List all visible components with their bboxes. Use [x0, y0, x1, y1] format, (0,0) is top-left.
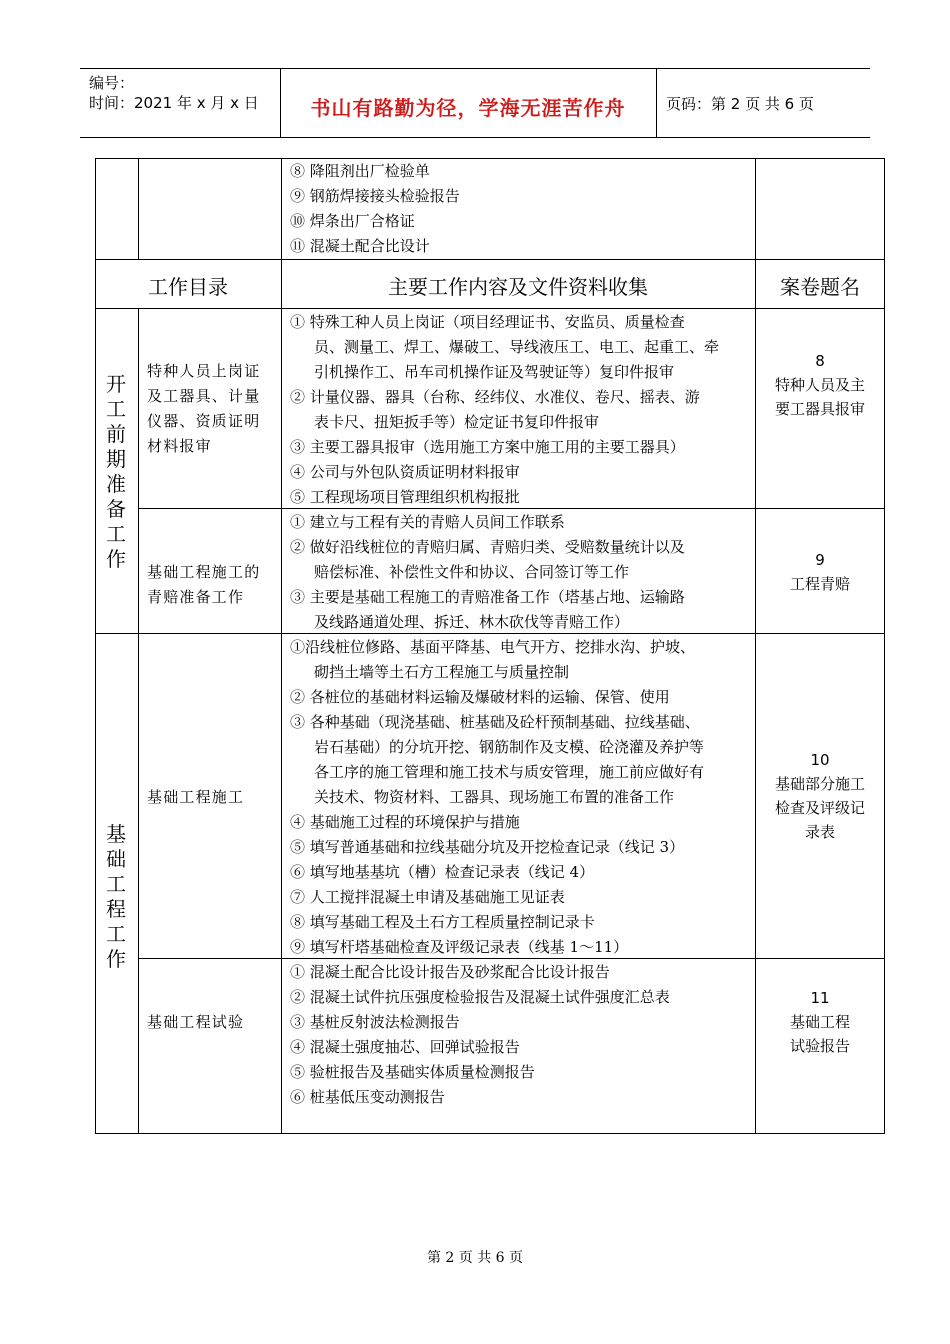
content-line: ① 特殊工种人员上岗证（项目经理证书、安监员、质量检查 — [290, 313, 685, 331]
subcategory-line: 特种人员上岗证 — [147, 362, 261, 380]
archive-number: 10 — [810, 751, 830, 769]
header-page-number: 页码：第 2 页 共 6 页 — [666, 95, 814, 113]
content-line: ② 计量仪器、器具（台称、经纬仪、水准仪、卷尺、摇表、游 — [290, 388, 700, 406]
section-title-char: 工 — [106, 522, 126, 546]
archive-title: 检查及评级记 — [774, 799, 865, 817]
content-line: ⑤ 填写普通基础和拉线基础分坑及开挖检查记录（线记 3） — [290, 838, 685, 856]
subcategory-compensation — [147, 560, 260, 610]
archive-number: 8 — [815, 352, 825, 370]
content-line: 岩石基础）的分坑开挖、钢筋制作及支模、砼浇灌及养护等 — [314, 738, 705, 756]
content-line: ② 混凝土试件抗压强度检验报告及混凝土试件强度汇总表 — [290, 988, 670, 1006]
top-items — [290, 159, 460, 259]
archive-title: 工程青赔 — [789, 575, 850, 593]
content-line: 及线路通道处理、拆迁、林木砍伐等青赔工作） — [314, 613, 630, 631]
subcategory-testing — [147, 1010, 244, 1035]
work-table — [95, 158, 885, 1133]
table-border — [884, 158, 885, 1134]
header-motto: 书山有路勤为径，学海无涯苦作舟 — [310, 96, 626, 120]
page-footer: 第 2 页 共 6 页 — [426, 1250, 524, 1266]
subcategory-line: 基础工程施工 — [147, 788, 245, 806]
table-border — [95, 158, 96, 1134]
subcategory-line: 基础工程施工的 — [147, 563, 261, 581]
section-title-char: 作 — [106, 547, 126, 571]
subcategory-construction — [147, 785, 244, 810]
table-rule — [95, 308, 885, 309]
archive-title: 要工器具报审 — [774, 400, 865, 418]
content-line: 关技术、物资材料、工器具、现场施工布置的准备工作 — [314, 788, 675, 806]
content-line: ③ 基桩反射波法检测报告 — [290, 1013, 460, 1031]
section-title-char: 基 — [106, 822, 126, 846]
section-title-char: 础 — [106, 847, 126, 871]
content-line: 各工序的施工管理和施工技术与质安管理，施工前应做好有 — [314, 763, 705, 781]
content-line: ⑨ 填写杆塔基础检查及评级记录表（线基 1～11） — [290, 938, 629, 956]
content-line: ⑤ 工程现场项目管理组织机构报批 — [290, 488, 520, 506]
content-line: ⑥ 桩基低压变动测报告 — [290, 1088, 445, 1106]
archive-8 — [756, 349, 884, 421]
subcategory-line: 材料报审 — [147, 437, 212, 455]
content-line: ① 混凝土配合比设计报告及砂浆配合比设计报告 — [290, 963, 610, 981]
content-line: 引机操作工、吊车司机操作证及驾驶证等）复印件报审 — [314, 363, 675, 381]
list-item: ⑧ 降阻剂出厂检验单 — [290, 162, 430, 180]
page-header — [80, 68, 870, 138]
content-line: 砌挡土墙等土石方工程施工与质量控制 — [314, 663, 570, 681]
archive-title: 基础部分施工 — [774, 775, 865, 793]
section-title-char: 工 — [106, 922, 126, 946]
archive-title: 特种人员及主 — [774, 376, 865, 394]
subcategory-line: 青赔准备工作 — [147, 588, 245, 606]
content-line: 表卡尺、扭矩扳手等）检定证书复印件报审 — [314, 413, 600, 431]
content-line: ① 建立与工程有关的青赔人员间工作联系 — [290, 513, 565, 531]
table-border — [95, 1133, 885, 1134]
content-line: ② 各桩位的基础材料运输及爆破材料的运输、保管、使用 — [290, 688, 670, 706]
content-line: ④ 混凝土强度抽芯、回弹试验报告 — [290, 1038, 520, 1056]
archive-title: 基础工程 — [789, 1013, 850, 1031]
subcategory-line: 基础工程试验 — [147, 1013, 245, 1031]
content-line: ③ 主要工器具报审（选用施工方案中施工用的主要工器具） — [290, 438, 685, 456]
content-line: ③ 各种基础（现浇基础、桩基础及砼杆预制基础、拉线基础、 — [290, 713, 700, 731]
section-title-char: 准 — [106, 472, 126, 496]
subcategory-line: 仪器、资质证明 — [147, 412, 261, 430]
table-rule — [138, 308, 139, 1134]
content-line: ④ 公司与外包队资质证明材料报审 — [290, 463, 520, 481]
list-item: ⑪ 混凝土配合比设计 — [290, 237, 430, 255]
section-title-char: 开 — [106, 372, 126, 396]
content-line: 赔偿标准、补偿性文件和协议、合同签订等工作 — [314, 563, 630, 581]
section-title-char: 工 — [106, 872, 126, 896]
archive-9 — [756, 548, 884, 596]
header-divider — [656, 69, 657, 137]
content-compensation — [290, 510, 685, 635]
table-rule — [138, 158, 139, 259]
header-meta — [89, 73, 259, 113]
section-title-char: 程 — [106, 897, 126, 921]
subcategory-line: 及工器具、计量 — [147, 387, 261, 405]
table-rule — [95, 259, 885, 260]
archive-title: 录表 — [804, 823, 835, 841]
header-time: 时间：2021 年 x 月 x 日 — [89, 94, 259, 112]
section-title-char: 备 — [106, 497, 126, 521]
table-rule — [281, 158, 282, 1134]
section-title-char: 工 — [106, 397, 126, 421]
section-title-foundation — [95, 822, 137, 972]
list-item: ⑩ 焊条出厂合格证 — [290, 212, 415, 230]
subcategory-personnel — [147, 359, 260, 459]
list-item: ⑨ 钢筋焊接接头检验报告 — [290, 187, 460, 205]
archive-11 — [756, 986, 884, 1058]
table-border — [95, 158, 885, 159]
column-header-archive: 案卷题名 — [780, 275, 860, 299]
content-line: ⑦ 人工搅拌混凝土申请及基础施工见证表 — [290, 888, 565, 906]
content-line: ⑥ 填写地基基坑（槽）检查记录表（线记 4） — [290, 863, 595, 881]
section-title-preparation — [95, 372, 137, 572]
archive-number: 11 — [810, 989, 830, 1007]
content-construction — [290, 635, 704, 960]
content-line: ⑧ 填写基础工程及土石方工程质量控制记录卡 — [290, 913, 595, 931]
section-title-char: 期 — [106, 447, 126, 471]
content-line: 员、测量工、焊工、爆破工、导线液压工、电工、起重工、牵 — [314, 338, 720, 356]
section-title-char: 前 — [106, 422, 126, 446]
content-line: ③ 主要是基础工程施工的青赔准备工作（塔基占地、运输路 — [290, 588, 685, 606]
archive-number: 9 — [815, 551, 825, 569]
column-header-directory: 工作目录 — [148, 275, 228, 299]
content-line: ①沿线桩位修路、基面平降基、电气开方、挖排水沟、护坡、 — [290, 638, 696, 656]
archive-10 — [756, 748, 884, 844]
content-line: ② 做好沿线桩位的青赔归属、青赔归类、受赔数量统计以及 — [290, 538, 685, 556]
header-number: 编号： — [89, 74, 135, 92]
content-line: ④ 基础施工过程的环境保护与措施 — [290, 813, 520, 831]
column-header-content: 主要工作内容及文件资料收集 — [388, 275, 648, 299]
content-testing — [290, 960, 670, 1110]
section-title-char: 作 — [106, 947, 126, 971]
content-personnel — [290, 310, 719, 510]
archive-title: 试验报告 — [789, 1037, 850, 1055]
content-line: ⑤ 验桩报告及基础实体质量检测报告 — [290, 1063, 535, 1081]
